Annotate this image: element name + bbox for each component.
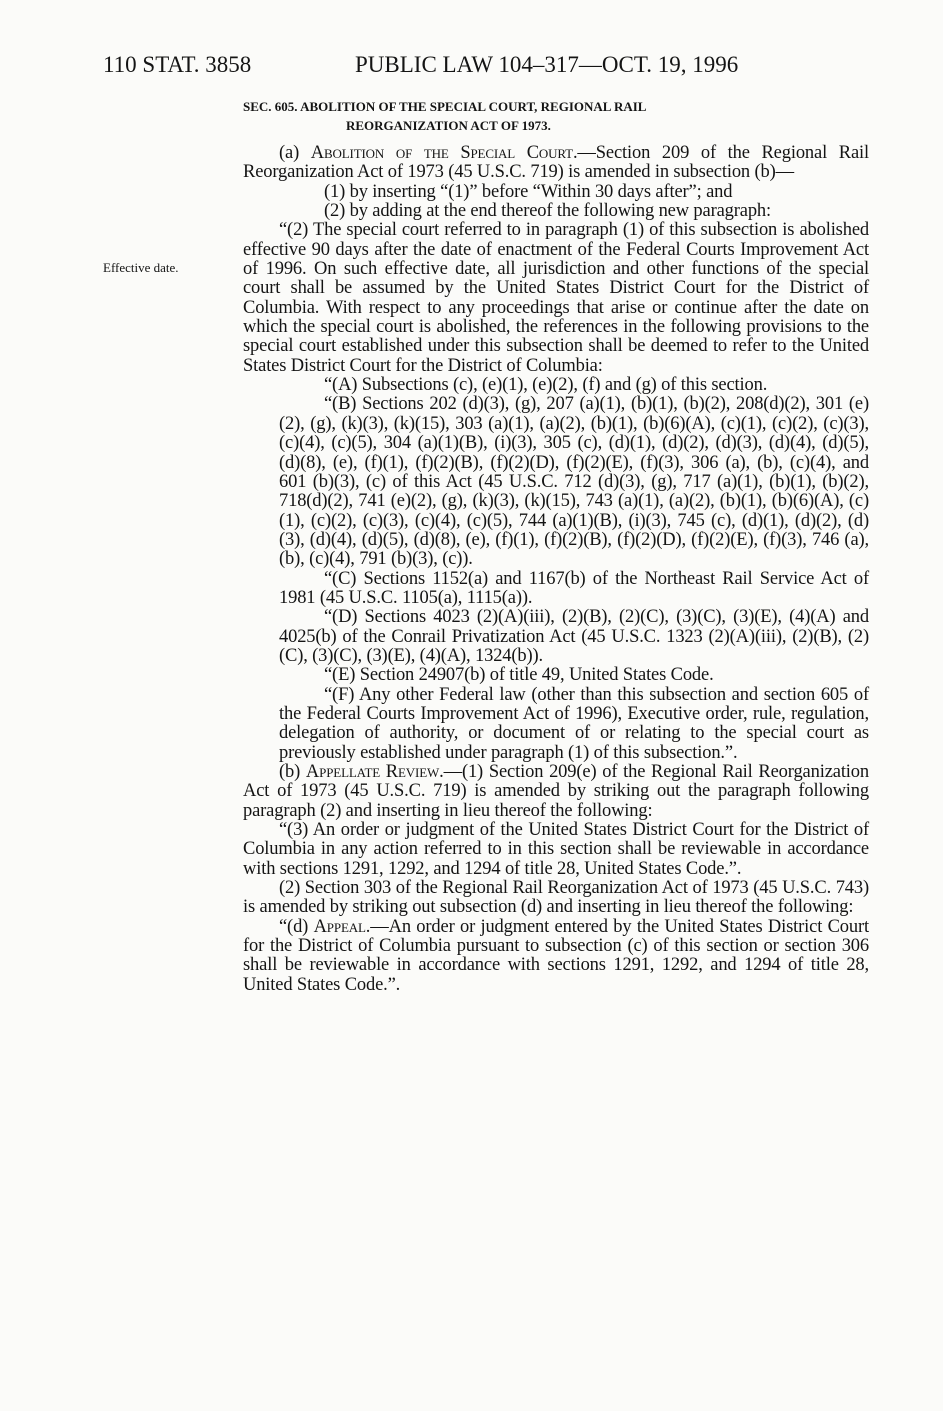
paragraph-a1: (1) by inserting “(1)” before “Within 30 days after”; and xyxy=(324,181,733,202)
quoted-subparagraph-e: “(E) Section 24907(b) of title 49, United States Code. xyxy=(324,665,714,686)
section-body xyxy=(243,144,869,995)
page-header xyxy=(103,52,763,84)
section-heading-line1: SEC. 605. ABOLITION OF THE SPECIAL COURT, REGIONAL RAIL xyxy=(243,99,647,114)
margin-note-effective-date: Effective date. xyxy=(103,260,179,275)
quoted-subsection-d: “(d) Appeal.—An order or judgment entered by the United States District Court for the District of Columbia pursuant to subsection (c) of this section or section 306 shall be reviewable in accordance with sections 1291, 1292, and 1294 of title 28, United States Code.”. xyxy=(243,916,869,995)
section-heading-line2: REORGANIZATION ACT OF 1973. xyxy=(346,118,551,133)
subsection-b: (b) Appellate Review.—(1) Section 209(e) of the Regional Rail Reorganization Act of 1973 (45 U.S.C. 719) is amended by striking out the paragraph following paragraph (2) and inserting in lieu thereof the following: xyxy=(243,762,869,821)
paragraph-a2: (2) by adding at the end thereof the following new paragraph: xyxy=(324,201,772,222)
subsection-b-title: Appellate Review xyxy=(305,762,440,782)
paragraph-b2: (2) Section 303 of the Regional Rail Reorganization Act of 1973 (45 U.S.C. 743) is amended by striking out subsection (d) and inserting in lieu thereof the following: xyxy=(243,878,869,918)
quoted-subparagraph-d: “(D) Sections 4023 (2)(A)(iii), (2)(B), (2)(C), (3)(C), (3)(E), (4)(A) and 4025(b) of the Conrail Privatization Act (45 U.S.C. 1323 (2)(A)(iii), (2)(B), (2)(C), (3)(C), (3)(E), (4)(A), 1324(b)). xyxy=(279,607,869,666)
quoted-paragraph-3: “(3) An order or judgment of the United States District Court for the District of Columbia in any action referred to in this section shall be reviewable in accordance with sections 1291, 1292, and 1294 of title 28, United States Code.”. xyxy=(243,820,869,879)
quoted-subparagraph-c: “(C) Sections 1152(a) and 1167(b) of the Northeast Rail Service Act of 1981 (45 U.S.C. 1105(a), 1115(a)). xyxy=(279,568,869,608)
quoted-subparagraph-a: “(A) Subsections (c), (e)(1), (e)(2), (f) and (g) of this section. xyxy=(324,375,768,396)
quoted-subparagraph-b: “(B) Sections 202 (d)(3), (g), 207 (a)(1), (b)(1), (b)(2), 208(d)(2), 301 (e)(2), (g), (k)(3), (k)(15), 303 (a)(1), (a)(2), (b)(1), (b)(6)(A), (c)(1), (c)(2), (c)(3), (c)(4), (c)(5), 304 (a)(1)(B), (i)(3), 305 (c), (d)(1), (d)(2), (d)(3), (d)(4), (d)(5), (d)(8), (e), (f)(1), (f)(2)(B), (f)(2)(D), (f)(2)(E), (f)(3), 306 (a), (b), (c)(4), and 601 (b)(3), (c) of this Act (45 U.S.C. 712 (d)(3), (g), 717 (a)(1), (b)(1), (b)(2), 718(d)(2), 741 (e)(2), (g), (k)(3), (k)(15), 743 (a)(1), (a)(2), (b)(1), (b)(6)(A), (c)(1), (c)(2), (c)(3), (c)(4), (c)(5), 744 (a)(1)(B), (i)(3), 745 (c), (d)(1), (d)(2), (d)(3), (d)(4), (d)(5), (d)(8), (e), (f)(1), (f)(2)(B), (f)(2)(D), (f)(2)(E), (f)(3), 746 (a), (b), (c)(4), 791 (b)(3), (c)). xyxy=(279,394,869,570)
quoted-subparagraph-f: “(F) Any other Federal law (other than this subsection and section 605 of the Federal Courts Improvement Act of 1996), Executive order, rule, regulation, delegation of authority, or document of or relating to the special court as previously established under paragraph (1) of this subsection.”. xyxy=(279,684,869,763)
subsection-a: (a) Abolition of the Special Court.—Section 209 of the Regional Rail Reorganization Act of 1973 (45 U.S.C. 719) is amended in subsection (b)— xyxy=(243,143,869,183)
quoted-paragraph-2: “(2) The special court referred to in paragraph (1) of this subsection is abolished effective 90 days after the date of enactment of the Federal Courts Improvement Act of 1996. On such effective date, all jurisdiction and other functions of the special court shall be assumed by the United States District Court for the District of Columbia. With respect to any proceedings that arise or continue after the date on which the special court is abolished, the references in the following provisions to the special court established under this subsection shall be deemed to refer to the United States District Court for the District of Columbia: xyxy=(243,220,869,376)
subsection-a-title: Abolition of the Special Court xyxy=(310,143,573,163)
stat-citation: 110 STAT. 3858 xyxy=(103,52,252,77)
public-law-citation: PUBLIC LAW 104–317—OCT. 19, 1996 xyxy=(355,52,739,77)
section-heading xyxy=(243,97,869,135)
subsection-d-title: Appeal xyxy=(313,916,366,937)
